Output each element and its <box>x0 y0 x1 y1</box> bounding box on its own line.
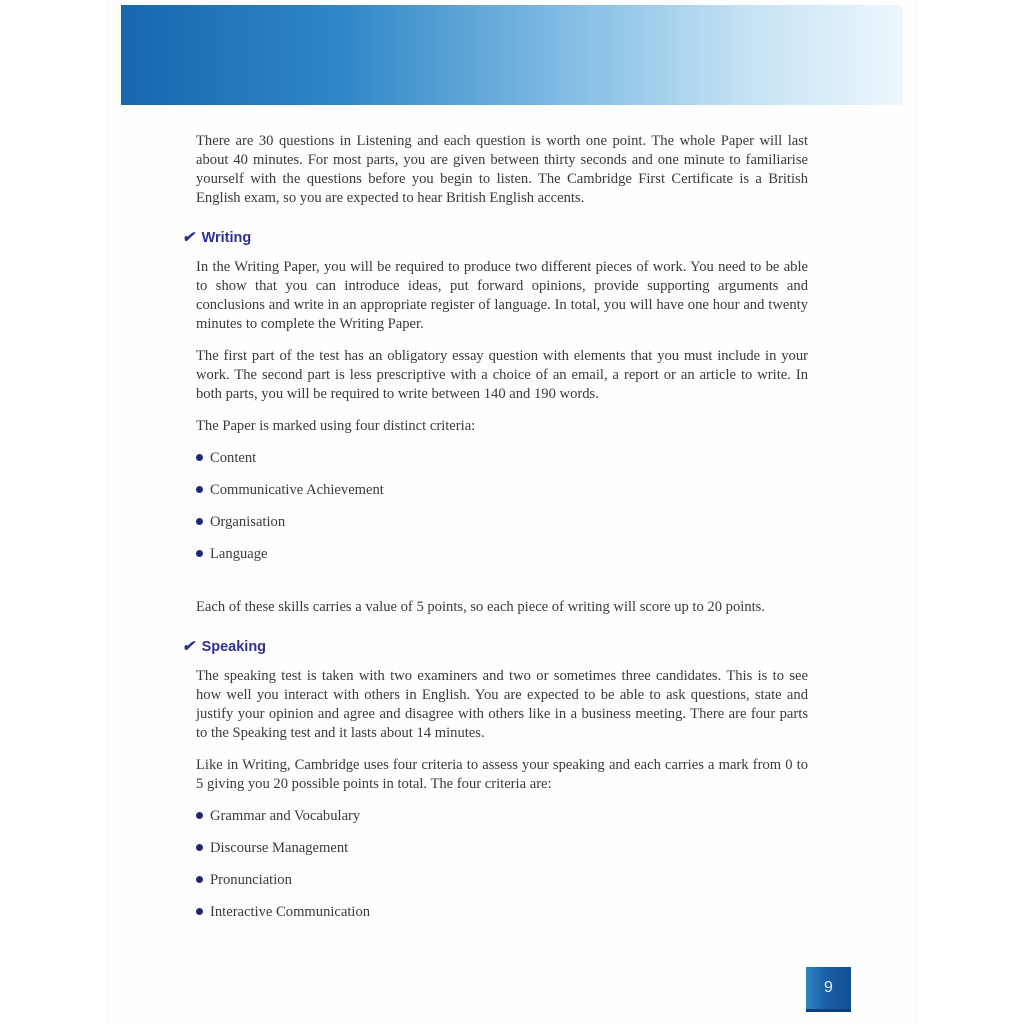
list-item <box>196 839 808 858</box>
intro-paragraph: There are 30 questions in Listening and each question is worth one point. The whole Paper will last about 40 minutes. For most parts, you are given between thirty seconds and one minute to familiarise yourself with the questions before you begin to listen. The Cambridge First Certificate is a British English exam, so you are expected to hear British English accents. <box>196 133 808 206</box>
writing-paragraph-1: In the Writing Paper, you will be required to produce two different pieces of work. You need to be able to show that you can introduce ideas, put forward opinions, provide supporting arguments and conclusions and write in an appropriate register of language. In total, you will have one hour and twenty minutes to complete the Writing Paper. <box>196 259 808 332</box>
list-item-label: Language <box>210 546 268 562</box>
list-item <box>196 903 808 922</box>
list-item-label: Pronunciation <box>210 872 292 888</box>
writing-paragraph-2: The first part of the test has an obligatory essay question with elements that you must include in your work. The second part is less prescriptive with a choice of an email, a report or an article to write. In both parts, you will be required to write between 140 and 190 words. <box>196 348 808 402</box>
bullet-icon <box>196 812 203 819</box>
list-item-label: Interactive Communication <box>210 904 371 920</box>
speaking-paragraph-1: The speaking test is taken with two examiners and two or sometimes three candidates. This is to see how well you interact with others in English. You are expected to be able to ask questions, state and justify your opinion and agree and disagree with others like in a business meeting. There are four parts to the Speaking test and it lasts about 14 minutes. <box>196 668 808 741</box>
list-item <box>196 545 808 564</box>
list-item <box>196 449 808 468</box>
writing-closing-paragraph: Each of these skills carries a value of 5 points, so each piece of writing will score up to 20 points. <box>196 599 766 615</box>
bullet-icon <box>196 876 203 883</box>
header-gradient-band <box>121 5 903 105</box>
page-content <box>182 132 808 935</box>
bullet-icon <box>196 518 203 525</box>
list-item-label: Communicative Achievement <box>210 482 384 498</box>
bullet-icon <box>196 550 203 557</box>
writing-criteria-list <box>196 449 808 564</box>
list-item <box>196 807 808 826</box>
bullet-icon <box>196 486 203 493</box>
page-number-badge <box>806 967 851 1012</box>
bullet-icon <box>196 454 203 461</box>
writing-paragraph-3: The Paper is marked using four distinct criteria: <box>196 418 476 434</box>
list-item-label: Content <box>210 450 257 466</box>
section-title: Speaking <box>201 639 267 655</box>
list-item-label: Discourse Management <box>210 840 349 856</box>
bullet-icon <box>196 844 203 851</box>
section-title: Writing <box>201 230 252 246</box>
list-item <box>196 481 808 500</box>
section-heading-writing <box>182 228 808 248</box>
list-item <box>196 871 808 890</box>
speaking-criteria-list <box>196 807 808 922</box>
list-item-label: Grammar and Vocabulary <box>210 808 361 824</box>
bullet-icon <box>196 908 203 915</box>
check-icon: ✔ <box>182 638 195 655</box>
section-heading-speaking <box>182 637 808 657</box>
check-icon: ✔ <box>182 229 195 246</box>
list-item-label: Organisation <box>210 514 286 530</box>
page-number: 9 <box>824 979 833 996</box>
speaking-paragraph-2: Like in Writing, Cambridge uses four criteria to assess your speaking and each carries a mark from 0 to 5 giving you 20 possible points in total. The four criteria are: <box>196 757 808 792</box>
list-item <box>196 513 808 532</box>
